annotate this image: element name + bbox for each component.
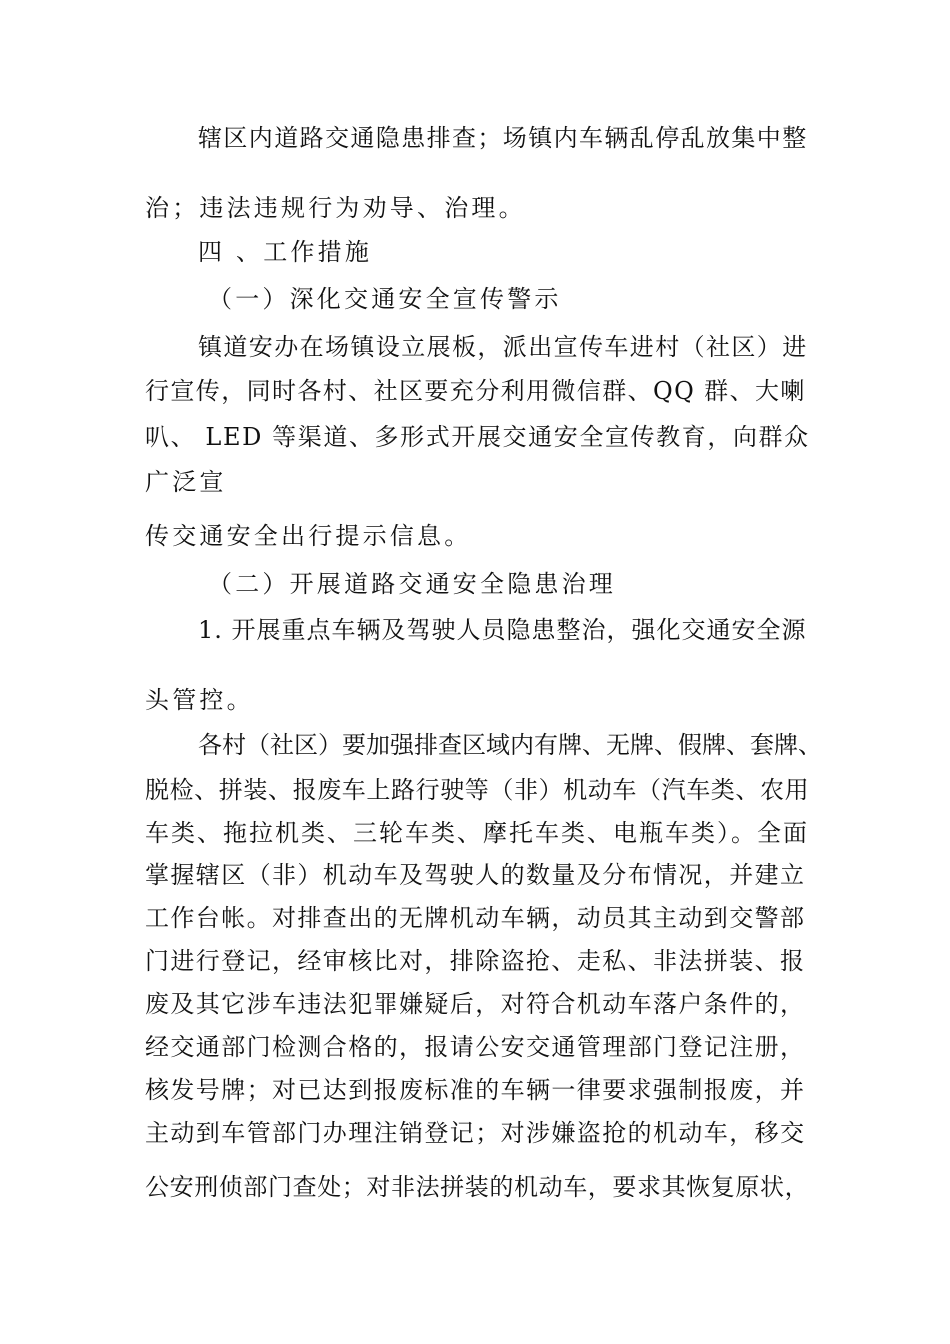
subsection-heading: （二）开展道路交通安全隐患治理 bbox=[208, 570, 616, 598]
body-text-line: 核发号牌；对已达到报废标准的车辆一律要求强制报废，并 bbox=[145, 1076, 806, 1104]
body-text-line: 门进行登记，经审核比对，排除盗抢、走私、非法拼装、报 bbox=[145, 947, 806, 975]
body-text-line: 经交通部门检测合格的，报请公安交通管理部门登记注册， bbox=[145, 1033, 806, 1061]
body-text-line: 工作台帐。对排查出的无牌机动车辆，动员其主动到交警部 bbox=[145, 904, 806, 932]
body-text-line: 主动到车管部门办理注销登记；对涉嫌盗抢的机动车，移交 bbox=[145, 1119, 806, 1147]
body-text-line: 行宣传，同时各村、社区要充分利用微信群、QQ 群、大喇 bbox=[145, 377, 806, 405]
body-text-line: 脱检、拼装、报废车上路行驶等（非）机动车（汽车类、农用 bbox=[145, 776, 810, 804]
body-text-line: 传交通安全出行提示信息。 bbox=[145, 522, 472, 550]
body-text-line: 广泛宣 bbox=[145, 468, 227, 496]
body-text-line: 镇道安办在场镇设立展板，派出宣传车进村（社区）进 bbox=[198, 333, 808, 361]
body-text-line: 治；违法违规行为劝导、治理。 bbox=[145, 194, 526, 222]
subsection-heading: （一）深化交通安全宣传警示 bbox=[208, 285, 562, 313]
body-text-line: 辖区内道路交通隐患排查；场镇内车辆乱停乱放集中整 bbox=[198, 124, 808, 152]
body-text-line: 各村（社区）要加强排查区域内有牌、无牌、假牌、套牌、 bbox=[198, 731, 822, 759]
body-text-line: 头管控。 bbox=[145, 686, 254, 714]
body-text-line: 掌握辖区（非）机动车及驾驶人的数量及分布情况，并建立 bbox=[145, 861, 806, 889]
body-text-line: 叭、 LED 等渠道、多形式开展交通安全宣传教育，向群众 bbox=[145, 423, 810, 451]
body-text-line: 废及其它涉车违法犯罪嫌疑后，对符合机动车落户条件的， bbox=[145, 990, 806, 1018]
body-text-line: 1. 开展重点车辆及驾驶人员隐患整治，强化交通安全源 bbox=[198, 616, 807, 644]
body-text-line: 车类、拖拉机类、三轮车类、摩托车类、电瓶车类）。全面 bbox=[145, 819, 809, 847]
section-heading: 四 、工作措施 bbox=[198, 238, 373, 266]
body-text-line: 公安刑侦部门查处；对非法拼装的机动车，要求其恢复原状， bbox=[145, 1173, 810, 1201]
